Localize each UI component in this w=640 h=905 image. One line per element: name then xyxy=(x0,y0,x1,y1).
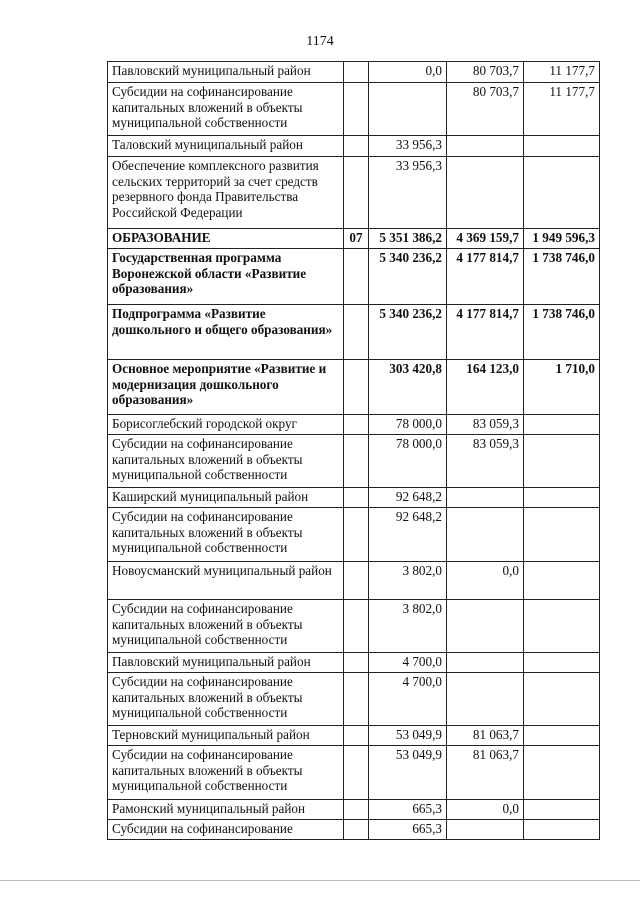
row-name-cell: Подпрограмма «Развитие дошкольного и общего образования» xyxy=(108,305,344,360)
table-row xyxy=(108,157,600,229)
row-amount-3-cell xyxy=(524,136,600,157)
row-amount-2-cell: 80 703,7 xyxy=(447,83,524,136)
row-amount-3-cell xyxy=(524,726,600,746)
row-amount-1-cell: 4 700,0 xyxy=(369,653,447,673)
row-amount-2-cell xyxy=(447,508,524,562)
row-amount-1-cell: 5 340 236,2 xyxy=(369,305,447,360)
row-name-cell: Обеспечение комплексного развития сельских территорий за счет средств резервного фонда Правительства Российской Федерации xyxy=(108,157,344,229)
row-name-cell: Субсидии на софинансирование капитальных вложений в объекты муниципальной собственности xyxy=(108,746,344,800)
row-name-cell: Новоусманский муниципальный район xyxy=(108,562,344,600)
row-amount-1-cell: 53 049,9 xyxy=(369,726,447,746)
table-row xyxy=(108,249,600,305)
row-section-code-cell xyxy=(344,157,369,229)
table-row xyxy=(108,673,600,726)
row-section-code-cell xyxy=(344,62,369,83)
row-amount-2-cell: 0,0 xyxy=(447,562,524,600)
row-name-cell: Субсидии на софинансирование капитальных вложений в объекты муниципальной собственности xyxy=(108,508,344,562)
table-row xyxy=(108,746,600,800)
row-amount-2-cell: 0,0 xyxy=(447,800,524,820)
row-amount-3-cell xyxy=(524,600,600,653)
row-section-code-cell xyxy=(344,435,369,488)
table-row xyxy=(108,435,600,488)
row-name-cell: Терновский муниципальный район xyxy=(108,726,344,746)
row-name-cell: Павловский муниципальный район xyxy=(108,62,344,83)
row-section-code-cell xyxy=(344,360,369,415)
row-amount-1-cell: 78 000,0 xyxy=(369,415,447,435)
row-amount-2-cell: 83 059,3 xyxy=(447,415,524,435)
row-amount-1-cell: 3 802,0 xyxy=(369,600,447,653)
page-number: 1174 xyxy=(306,34,334,49)
row-name-cell: Субсидии на софинансирование xyxy=(108,820,344,840)
row-section-code-cell xyxy=(344,488,369,508)
row-name-cell: Субсидии на софинансирование капитальных вложений в объекты муниципальной собственности xyxy=(108,673,344,726)
row-name-cell: Борисоглебский городской округ xyxy=(108,415,344,435)
row-amount-1-cell: 53 049,9 xyxy=(369,746,447,800)
row-section-code-cell: 07 xyxy=(344,229,369,249)
budget-table-body xyxy=(108,62,600,840)
row-amount-3-cell: 11 177,7 xyxy=(524,83,600,136)
row-amount-1-cell: 92 648,2 xyxy=(369,488,447,508)
row-amount-3-cell xyxy=(524,435,600,488)
row-amount-3-cell: 11 177,7 xyxy=(524,62,600,83)
row-amount-1-cell: 92 648,2 xyxy=(369,508,447,562)
table-row xyxy=(108,508,600,562)
row-amount-3-cell: 1 738 746,0 xyxy=(524,249,600,305)
row-name-cell: Основное мероприятие «Развитие и модернизация дошкольного образования» xyxy=(108,360,344,415)
row-amount-2-cell: 80 703,7 xyxy=(447,62,524,83)
row-section-code-cell xyxy=(344,562,369,600)
row-amount-3-cell xyxy=(524,800,600,820)
row-name-cell: ОБРАЗОВАНИЕ xyxy=(108,229,344,249)
table-row xyxy=(108,136,600,157)
row-amount-2-cell: 4 177 814,7 xyxy=(447,249,524,305)
row-section-code-cell xyxy=(344,249,369,305)
row-name-cell: Субсидии на софинансирование капитальных вложений в объекты муниципальной собственности xyxy=(108,435,344,488)
row-amount-3-cell xyxy=(524,746,600,800)
row-amount-3-cell: 1 710,0 xyxy=(524,360,600,415)
table-row xyxy=(108,360,600,415)
row-amount-1-cell: 3 802,0 xyxy=(369,562,447,600)
row-amount-1-cell: 33 956,3 xyxy=(369,157,447,229)
row-amount-2-cell: 4 369 159,7 xyxy=(447,229,524,249)
row-amount-3-cell xyxy=(524,508,600,562)
row-amount-1-cell: 665,3 xyxy=(369,820,447,840)
row-amount-2-cell xyxy=(447,653,524,673)
row-amount-2-cell: 81 063,7 xyxy=(447,746,524,800)
row-amount-1-cell xyxy=(369,83,447,136)
table-row xyxy=(108,653,600,673)
row-amount-2-cell: 4 177 814,7 xyxy=(447,305,524,360)
row-amount-1-cell: 665,3 xyxy=(369,800,447,820)
row-section-code-cell xyxy=(344,83,369,136)
row-name-cell: Каширский муниципальный район xyxy=(108,488,344,508)
row-amount-2-cell xyxy=(447,488,524,508)
row-name-cell: Субсидии на софинансирование капитальных вложений в объекты муниципальной собственности xyxy=(108,600,344,653)
table-row xyxy=(108,600,600,653)
row-amount-2-cell: 81 063,7 xyxy=(447,726,524,746)
row-name-cell: Павловский муниципальный район xyxy=(108,653,344,673)
table-row xyxy=(108,229,600,249)
row-amount-3-cell xyxy=(524,415,600,435)
row-amount-2-cell xyxy=(447,673,524,726)
row-amount-1-cell: 78 000,0 xyxy=(369,435,447,488)
row-name-cell: Субсидии на софинансирование капитальных вложений в объекты муниципальной собственности xyxy=(108,83,344,136)
row-amount-1-cell: 5 351 386,2 xyxy=(369,229,447,249)
table-row xyxy=(108,820,600,840)
table-row xyxy=(108,415,600,435)
row-amount-2-cell xyxy=(447,600,524,653)
row-section-code-cell xyxy=(344,136,369,157)
table-row xyxy=(108,83,600,136)
row-amount-3-cell: 1 949 596,3 xyxy=(524,229,600,249)
row-amount-3-cell xyxy=(524,820,600,840)
row-amount-1-cell: 5 340 236,2 xyxy=(369,249,447,305)
row-amount-2-cell xyxy=(447,157,524,229)
row-amount-3-cell xyxy=(524,562,600,600)
row-amount-3-cell xyxy=(524,488,600,508)
table-row xyxy=(108,562,600,600)
row-amount-2-cell: 164 123,0 xyxy=(447,360,524,415)
row-amount-3-cell xyxy=(524,673,600,726)
row-section-code-cell xyxy=(344,415,369,435)
table-row xyxy=(108,726,600,746)
row-amount-2-cell xyxy=(447,820,524,840)
budget-table xyxy=(107,61,600,840)
page-bottom-rule xyxy=(0,880,640,881)
row-section-code-cell xyxy=(344,726,369,746)
row-amount-3-cell: 1 738 746,0 xyxy=(524,305,600,360)
row-section-code-cell xyxy=(344,800,369,820)
row-amount-1-cell: 4 700,0 xyxy=(369,673,447,726)
row-section-code-cell xyxy=(344,508,369,562)
table-row xyxy=(108,800,600,820)
row-section-code-cell xyxy=(344,746,369,800)
table-row xyxy=(108,62,600,83)
row-amount-3-cell xyxy=(524,157,600,229)
row-name-cell: Государственная программа Воронежской области «Развитие образования» xyxy=(108,249,344,305)
row-section-code-cell xyxy=(344,653,369,673)
row-section-code-cell xyxy=(344,673,369,726)
row-section-code-cell xyxy=(344,305,369,360)
row-amount-3-cell xyxy=(524,653,600,673)
row-name-cell: Таловский муниципальный район xyxy=(108,136,344,157)
row-name-cell: Рамонский муниципальный район xyxy=(108,800,344,820)
table-row xyxy=(108,488,600,508)
row-amount-1-cell: 33 956,3 xyxy=(369,136,447,157)
row-amount-2-cell: 83 059,3 xyxy=(447,435,524,488)
row-section-code-cell xyxy=(344,820,369,840)
row-amount-2-cell xyxy=(447,136,524,157)
row-section-code-cell xyxy=(344,600,369,653)
row-amount-1-cell: 303 420,8 xyxy=(369,360,447,415)
table-row xyxy=(108,305,600,360)
row-amount-1-cell: 0,0 xyxy=(369,62,447,83)
